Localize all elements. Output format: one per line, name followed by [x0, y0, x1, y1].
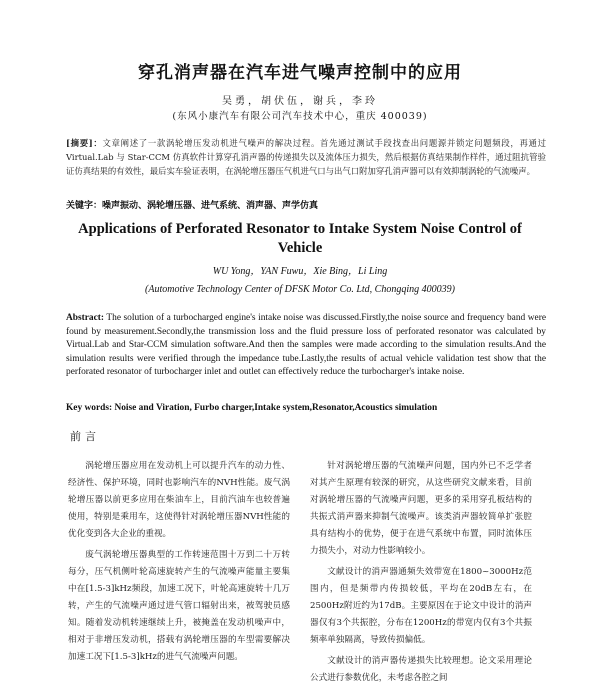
affiliation-chinese: (东风小康汽车有限公司汽车技术中心，重庆 400039) [172, 111, 428, 122]
section-heading-intro: 前言 [70, 430, 100, 443]
keywords-chinese-text: 噪声振动、涡轮增压器、进气系统、消声器、声学仿真 [102, 201, 319, 211]
title-chinese: 穿孔消声器在汽车进气噪声控制中的应用 [138, 63, 462, 83]
abstract-english [66, 312, 546, 380]
keywords-chinese-label: 关键字： [66, 201, 103, 211]
authors-english: WU Yong，YAN Fuwu，Xie Bing，Li Ling [212, 266, 388, 277]
abstract-chinese-text: 文章阐述了一款涡轮增压发动机进气噪声的解决过程。首先通过测试手段找查出问题源并锁定问题频段，再通过 Virtual.Lab 与 Star-CCM 仿真软件计算穿孔消声器的传递损失以及流体压力损失，然后根据仿真结果制作样件，通过阻抗管验证仿真结果的有效性，最后实车验证表明，在涡轮增压器压气机进气口与出气口附加穿孔消声器可以有效抑制涡轮的气流噪声。 [66, 138, 546, 176]
abstract-chinese [66, 136, 546, 178]
paragraph: 文献设计的消声器通频失效带宽在1800~3000Hz范围内，但是频带内传损较低，平均在20dB左右，在2500Hz附近约为17dB。主要原因在于论文中设计的消声器仅有3个共振腔，分布在1200Hz的带宽内仅有3个共振频率单独隔离，导致传损偏低。 [310, 567, 532, 645]
keywords-english-label: Key words: [66, 403, 113, 413]
paragraph: 针对涡轮增压器的气流噪声问题，国内外已不乏学者对其产生原理有较深的研究，从这些研究文献来看，目前对涡轮增压器的气流噪声问题，更多的采用穿孔板结构的共振式消声器来抑制气流噪声。该类消声器较简单扩张腔具有结构小的优势，便于在进气系统中布置，同时流体压力损失小，对动力性影响较小。 [310, 461, 532, 556]
paragraph: 涡轮增压器应用在发动机上可以提升汽车的动力性、经济性、保护环境，同时也影响汽车的NVH性能。废气涡轮增压器以前更多应用在柴油车上，目前汽油车也较普遍使用，特别是乘用车，这使得针对涡轮增压器NVH性能的优化变到各大企业的重视。 [68, 461, 290, 539]
abstract-english-label: Abstract: [66, 313, 105, 323]
body-column-right [310, 458, 532, 691]
paragraph: 废气涡轮增压器典型的工作转速范围十万到二十万转每分，压气机侧叶轮高速旋转产生的气流噪声能量主要集中在[1.5-3]kHz频段，加速工况下，叶轮高速旋转十几万转，产生的气流噪声通过进气管口辐射出来，被驾驶员感知。随着发动机转速继续上升，被掩盖在发动机噪声中，相对于非增压发动机，搭载有涡轮增压器的车型需要解决加速工况下[1.5-3]kHz的进气气流噪声问题。 [68, 550, 290, 662]
keywords-english-text: Noise and Viration, Furbo charger,Intake system,Resonator,Acoustics simulation [114, 403, 438, 413]
abstract-chinese-label: [摘要]： [66, 138, 103, 148]
affiliation-english: (Automotive Technology Center of DFSK Motor Co. Ltd, Chongqing 400039) [145, 284, 455, 295]
authors-chinese: 吴勇，胡伏伍，谢兵，李玲 [222, 96, 378, 107]
abstract-english-text: The solution of a turbocharged engine's intake noise was discussed.Firstly,the noise source and frequency band were found by measurement.Secondly,the transmission loss and the fluid pressure loss of perforated resonator was calculated by Virtual.Lab and Star-CCM simulation software.And then the samples were made according to the simulation results.And the simulation results were verified through the impedance tube.Lastly,the results of actual vehicle validation test show that the perforated resonator of turbocharger inlet and outlet can effectively reduce the turbocharger's intake noise. [66, 313, 546, 377]
body-column-left [68, 458, 290, 670]
paragraph: 文献设计的消声器传递损失比较理想。论文采用理论公式进行参数优化，未考虑各腔之间 [310, 656, 532, 683]
keywords-chinese [66, 198, 546, 211]
keywords-english [66, 403, 546, 413]
title-english: Applications of Perforated Resonator to Intake System Noise Control of Vehicle [78, 221, 522, 256]
